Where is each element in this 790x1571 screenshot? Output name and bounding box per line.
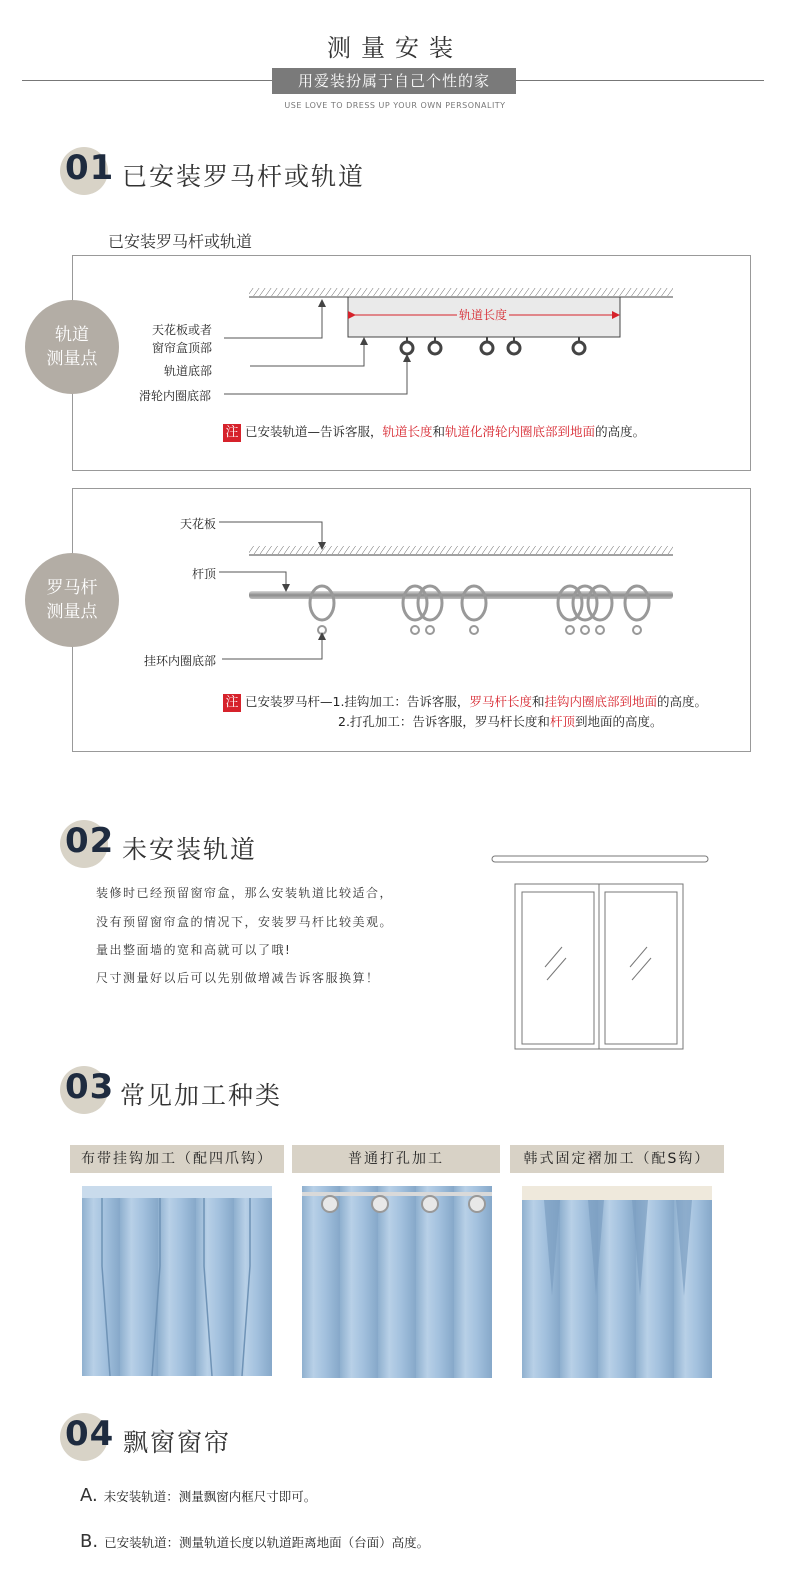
banner: 用爱装扮属于自己个性的家 [272,68,516,94]
section-03-number: 03 [65,1067,115,1107]
label-ceiling: 天花板 [180,517,217,531]
label-ceiling-or-box-1: 天花板或者 [152,323,213,337]
track-length-label: 轨道长度 [459,308,508,322]
section-04-title: 飘窗窗帘 [123,1428,232,1457]
section-02-title: 未安装轨道 [122,835,258,864]
caption-grommet: 普通打孔加工 [292,1145,500,1173]
section-01-subtitle: 已安装罗马杆或轨道 [108,232,253,251]
section-04-number: 04 [65,1414,115,1454]
track-measure-badge: 轨道 测量点 [25,300,119,394]
section-02-number: 02 [65,821,115,861]
rod-measure-badge: 罗马杆 测量点 [25,553,119,647]
section-01-number: 01 [65,148,115,188]
divider-right [516,80,764,81]
section-04-item-a: A. 未安装轨道：测量飘窗内框尺寸即可。 [80,1485,317,1506]
page-title: 测量安装 [327,34,463,62]
banner-subtitle: USE LOVE TO DRESS UP YOUR OWN PERSONALITY [284,101,506,110]
rod-note-line-2: 2.打孔加工：告诉客服，罗马杆长度和杆顶到地面的高度。 [338,714,663,729]
label-ring-bottom: 挂环内圈底部 [144,654,217,668]
section-03-title: 常见加工种类 [120,1081,283,1110]
label-ceiling-or-box-2: 窗帘盒顶部 [152,341,213,355]
curtain-photo-grommet [302,1186,492,1378]
label-track-bottom: 轨道底部 [164,364,213,378]
curtain-photo-fixed-pleat [522,1186,712,1378]
section-01-title: 已安装罗马杆或轨道 [122,162,366,191]
caption-fixed-pleat: 韩式固定褶加工（配S钩） [510,1145,724,1173]
section-02-line-4: 尺寸测量好以后可以先别做增减告诉客服换算！ [96,971,380,985]
divider-left [22,80,272,81]
curtain-photo-tape-hook [82,1186,272,1376]
window-illustration [490,852,712,1054]
section-02-line-2: 没有预留窗帘盒的情况下，安装罗马杆比较美观。 [96,915,394,929]
track-note: 注 已安装轨道—告诉客服，轨道长度和轨道化滑轮内圈底部到地面的高度。 [223,422,645,442]
section-02-line-1: 装修时已经预留窗帘盒，那么安装轨道比较适合， [96,886,394,900]
rod-note-line-1: 注 已安装罗马杆—1.挂钩加工：告诉客服，罗马杆长度和挂钩内圈底部到地面的高度。 [223,692,707,712]
label-rod-top: 杆顶 [192,567,217,581]
section-04-item-b: B. 已安装轨道：测量轨道长度以轨道距离地面（台面）高度。 [80,1531,430,1552]
label-pulley-bottom: 滑轮内圈底部 [139,389,212,403]
caption-tape-hook: 布带挂钩加工（配四爪钩） [70,1145,284,1173]
section-02-line-3: 量出整面墙的宽和高就可以了哦! [96,943,292,957]
